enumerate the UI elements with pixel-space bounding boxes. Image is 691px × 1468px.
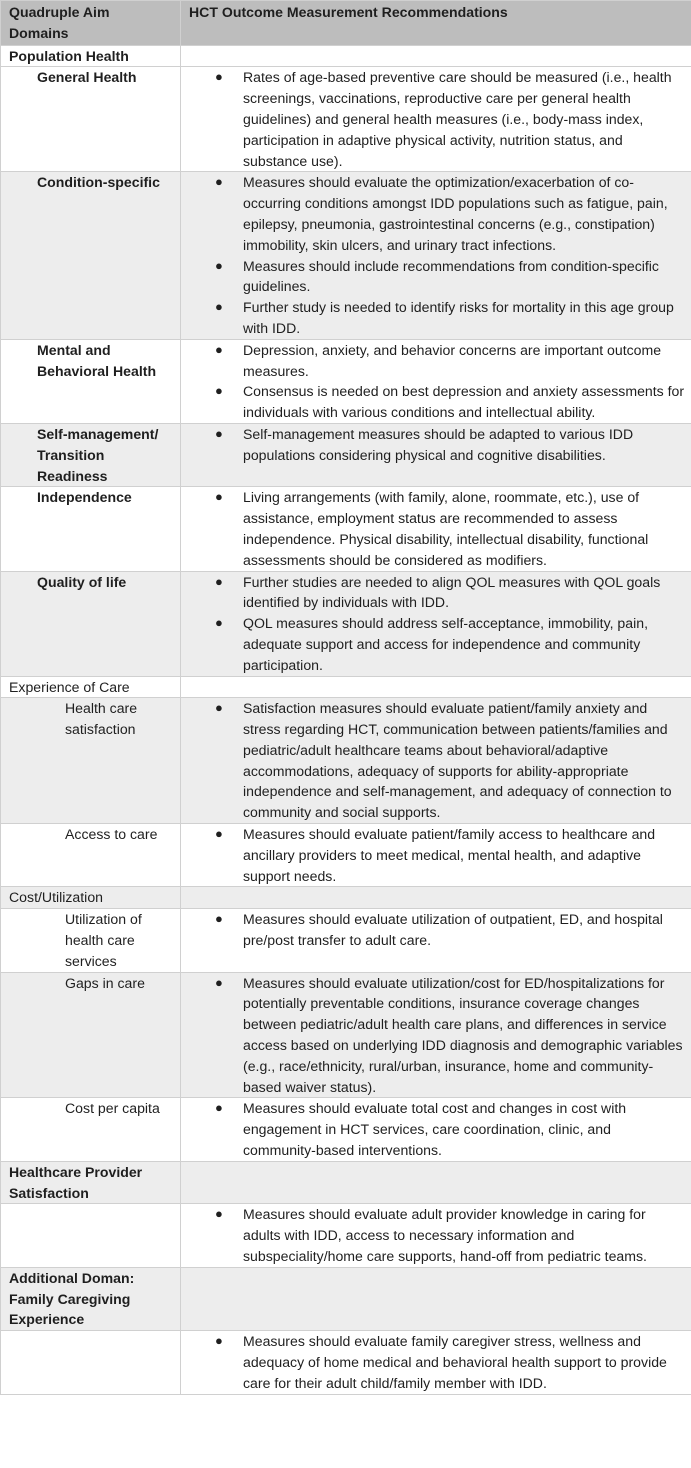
recommendation-text: QOL measures should address self-acceptance, immobility, pain, adequate support and access for independence and community participation.: [243, 615, 648, 673]
table-row: [1, 339, 691, 423]
domain-cell: General Health: [1, 67, 181, 172]
list-item: [181, 172, 685, 255]
domain-cell: Population Health: [1, 45, 181, 67]
bullet-icon: ●: [215, 257, 223, 273]
table-row: [1, 487, 691, 571]
recommendation-list: [181, 67, 685, 171]
domain-cell: Self-management/ Transition Readiness: [1, 423, 181, 486]
recommendations-cell: [181, 1267, 691, 1330]
recommendation-text: Measures should include recommendations from condition-specific guidelines.: [243, 257, 659, 295]
recommendations-cell: [181, 909, 691, 972]
recommendations-cell: [181, 698, 691, 824]
bullet-icon: ●: [215, 826, 223, 842]
domain-cell: Mental and Behavioral Health: [1, 339, 181, 423]
recommendations-cell: [181, 339, 691, 423]
recommendations-cell: [181, 487, 691, 571]
table-row: [1, 571, 691, 676]
list-item: [181, 973, 685, 1098]
bullet-icon: ●: [215, 573, 223, 589]
bullet-icon: ●: [215, 700, 223, 716]
domain-cell: Gaps in care: [1, 972, 181, 1098]
domain-cell: Experience of Care: [1, 676, 181, 698]
recommendation-text: Measures should evaluate adult provider knowledge in caring for adults with IDD, access to necessary information and subspeciality/home care supports, hand-off from pediatric teams.: [243, 1206, 647, 1265]
list-item: [181, 572, 685, 614]
recommendation-text: Measures should evaluate total cost and changes in cost with engagement in HCT services, care coordination, clinic, and community-based interventions.: [243, 1100, 627, 1159]
domain-cell: Cost/Utilization: [1, 887, 181, 909]
domain-cell: Quality of life: [1, 571, 181, 676]
recommendation-text: Consensus is needed on best depression and anxiety assessments for individuals with various conditions and intellectual ability.: [243, 383, 685, 421]
list-item: [181, 909, 685, 951]
bullet-icon: ●: [215, 1100, 223, 1116]
list-item: [181, 256, 685, 298]
recommendation-list: [181, 698, 685, 823]
table-row: [1, 1204, 691, 1267]
recommendations-cell: [181, 172, 691, 339]
bullet-icon: ●: [215, 911, 223, 927]
recommendation-list: [181, 1331, 685, 1393]
header-row: [1, 1, 691, 46]
recommendation-list: [181, 340, 685, 423]
domain-cell: Independence: [1, 487, 181, 571]
recommendation-text: Living arrangements (with family, alone, roommate, etc.), use of assistance, employment status are recommended to assess independence. Physical disability, intellectual disability, functional assessments should be considered as modifiers.: [243, 489, 649, 568]
table-header: [1, 1, 691, 46]
domain-cell: Cost per capita: [1, 1098, 181, 1161]
list-item: [181, 381, 685, 423]
recommendations-cell: [181, 972, 691, 1098]
recommendation-text: Measures should evaluate the optimization/exacerbation of co-occurring conditions amongst IDD populations such as fatigue, pain, epilepsy, pneumonia, gastrointestinal concerns (e.g., constipation) immobility, skin ulcers, and urinary tract infections.: [243, 174, 668, 253]
domain-cell: [1, 1331, 181, 1394]
recommendation-text: Self-management measures should be adapted to various IDD populations considering physical and cognitive disabilities.: [243, 425, 634, 463]
list-item: [181, 1204, 685, 1266]
recommendation-list: [181, 1204, 685, 1266]
recommendation-text: Measures should evaluate family caregiver stress, wellness and adequacy of home medical and behavioral health support to provide care for their adult child/family member with IDD.: [243, 1333, 667, 1391]
recommendation-list: [181, 572, 685, 676]
recommendation-text: Measures should evaluate patient/family access to healthcare and ancillary providers to meet medical, mental health, and adaptive support needs.: [243, 826, 656, 884]
bullet-icon: ●: [215, 69, 223, 85]
list-item: [181, 424, 685, 466]
list-item: [181, 67, 685, 171]
table-row: [1, 423, 691, 486]
recommendation-list: [181, 909, 685, 951]
recommendation-text: Further studies are needed to align QOL measures with QOL goals identified by individuals with IDD.: [243, 573, 661, 611]
bullet-icon: ●: [215, 299, 223, 315]
recommendations-cell: [181, 423, 691, 486]
recommendation-list: [181, 172, 685, 338]
recommendations-cell: [181, 824, 691, 887]
domain-cell: [1, 1204, 181, 1267]
list-item: [181, 1098, 685, 1160]
list-item: [181, 613, 685, 675]
table-row: [1, 972, 691, 1098]
table-row: [1, 1267, 691, 1330]
bullet-icon: ●: [215, 1206, 223, 1222]
bullet-icon: ●: [215, 1333, 223, 1349]
bullet-icon: ●: [215, 174, 223, 190]
recommendation-list: [181, 1098, 685, 1160]
table-row: [1, 909, 691, 972]
list-item: [181, 340, 685, 382]
table-row: [1, 1331, 691, 1394]
domain-cell: Condition-specific: [1, 172, 181, 339]
bullet-icon: ●: [215, 489, 223, 505]
recommendation-text: Rates of age-based preventive care should be measured (i.e., health screenings, vaccinations, reproductive care per general health guidelines) and general health measures (i.e., body-mass index, participation in adaptive physical activity, nutrition status, and substance use).: [243, 69, 672, 169]
table-row: [1, 676, 691, 698]
table-row: [1, 1161, 691, 1204]
recommendation-list: [181, 424, 685, 466]
recommendation-text: Satisfaction measures should evaluate patient/family anxiety and stress regarding HCT, communication between patients/families and pediatric/adult healthcare teams about behavioral/adaptive accommodations, adequacy of supports for ability-appropriate independence and self-management, and adequacy of connection to community and social supports.: [243, 700, 672, 821]
bullet-icon: ●: [215, 341, 223, 357]
header-domains: Quadruple Aim Domains: [1, 1, 181, 46]
recommendation-text: Further study is needed to identify risks for mortality in this age group with IDD.: [243, 299, 674, 336]
table-row: [1, 824, 691, 887]
table-row: [1, 45, 691, 67]
table-row: [1, 67, 691, 172]
domain-cell: Access to care: [1, 824, 181, 887]
recommendation-list: [181, 824, 685, 886]
table-row: [1, 698, 691, 824]
bullet-icon: ●: [215, 383, 223, 399]
list-item: [181, 824, 685, 886]
recommendation-text: Depression, anxiety, and behavior concerns are important outcome measures.: [243, 341, 662, 379]
bullet-icon: ●: [215, 974, 223, 990]
table-row: [1, 172, 691, 339]
list-item: [181, 1331, 685, 1393]
list-item: [181, 698, 685, 823]
header-recommendations: HCT Outcome Measurement Recommendations: [181, 1, 691, 46]
recommendation-list: [181, 973, 685, 1098]
recommendation-text: Measures should evaluate utilization/cost for ED/hospitalizations for potentially preventable conditions, insurance coverage changes between pediatric/adult health care plans, and differences in service access based on underlying IDD diagnosis and demographic variables (e.g., race/ethnicity, rural/urban, insurance, home and community-based waiver status).: [243, 974, 683, 1095]
recommendations-cell: [181, 1204, 691, 1267]
recommendation-text: Measures should evaluate utilization of outpatient, ED, and hospital pre/post transfer to adult care.: [243, 911, 663, 949]
table-row: [1, 1098, 691, 1161]
recommendations-cell: [181, 1161, 691, 1204]
list-item: [181, 487, 685, 570]
bullet-icon: ●: [215, 425, 223, 441]
recommendations-cell: [181, 1331, 691, 1394]
list-item: [181, 297, 685, 339]
table-row: [1, 887, 691, 909]
domain-cell: Additional Doman: Family Caregiving Experience: [1, 1267, 181, 1330]
recommendations-cell: [181, 45, 691, 67]
recommendations-cell: [181, 67, 691, 172]
table-body: [1, 45, 691, 1394]
domain-cell: Utilization of health care services: [1, 909, 181, 972]
recommendations-cell: [181, 887, 691, 909]
recommendation-list: [181, 487, 685, 570]
domain-cell: Health care satisfaction: [1, 698, 181, 824]
recommendations-cell: [181, 1098, 691, 1161]
recommendations-cell: [181, 571, 691, 676]
bullet-icon: ●: [215, 615, 223, 631]
domain-cell: Healthcare Provider Satisfaction: [1, 1161, 181, 1204]
recommendations-cell: [181, 676, 691, 698]
